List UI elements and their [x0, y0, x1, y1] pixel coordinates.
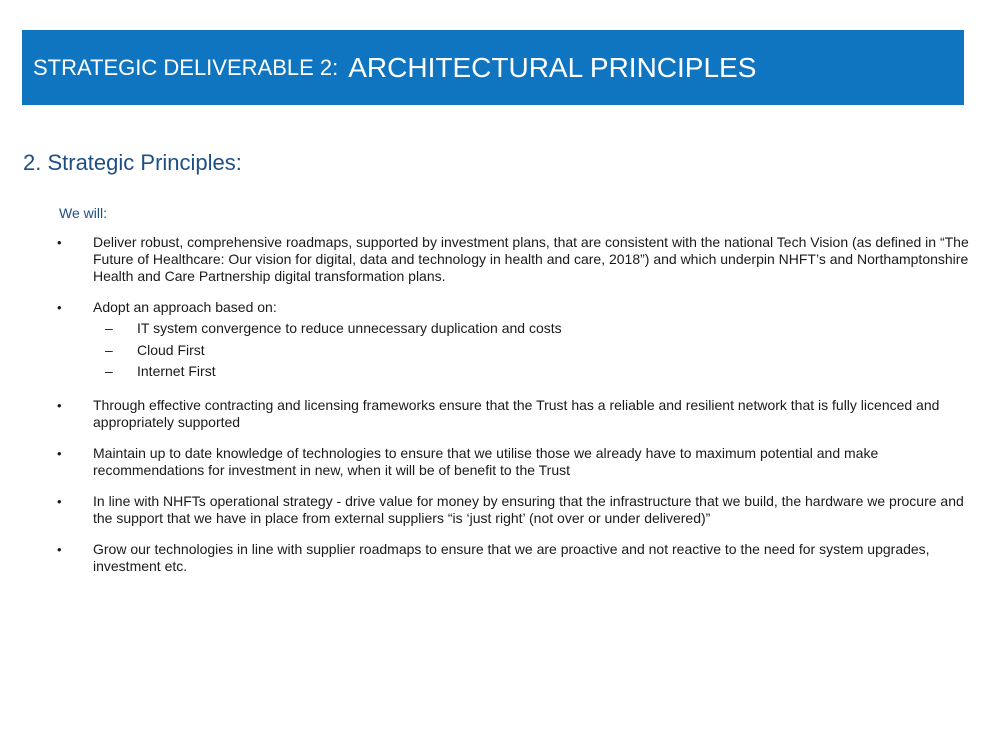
- sub-list-item: [93, 361, 978, 383]
- principles-list: [0, 234, 1008, 589]
- banner-prefix: STRATEGIC DELIVERABLE 2:: [33, 54, 339, 80]
- list-item-text: Maintain up to date knowledge of technologies to ensure that we utilise those we already have to maximum potential and make recommendations for investment in new, when it will be of benefit to the Trust: [93, 444, 879, 478]
- list-item-text: Adopt an approach based on:: [93, 299, 277, 315]
- section-heading: 2. Strategic Principles:: [23, 150, 242, 175]
- sub-list-item-text: Internet First: [137, 363, 216, 379]
- list-item-text: In line with NHFTs operational strategy - drive value for money by ensuring that the infrastructure that we build, the hardware we procure and the support that we have in place from external suppliers “is ‘just right’ (not over or under delivered)”: [93, 492, 964, 526]
- list-item-text: Deliver robust, comprehensive roadmaps, supported by investment plans, that are consistent with the national Tech Vision (as defined in “The Future of Healthcare: Our vision for digital, data and technology in health and care, 2018”) and which underpin NHFT’s and Northamptonshire Health and Care Partnership digital transformation plans.: [93, 234, 969, 284]
- banner-title: ARCHITECTURAL PRINCIPLES: [348, 51, 757, 83]
- list-item: [0, 445, 1008, 479]
- title-banner: [22, 30, 964, 105]
- list-item: [0, 397, 1008, 431]
- list-item: [0, 299, 1008, 383]
- sub-list-item: [93, 340, 978, 362]
- bullet-icon: •: [57, 397, 62, 413]
- bullet-icon: •: [57, 445, 62, 461]
- dash-icon: –: [105, 363, 113, 379]
- bullet-icon: •: [57, 493, 62, 509]
- list-item-text: Through effective contracting and licensing frameworks ensure that the Trust has a reliable and resilient network that is fully licenced and appropriately supported: [93, 396, 940, 430]
- bullet-icon: •: [57, 541, 62, 557]
- list-item-text: Grow our technologies in line with supplier roadmaps to ensure that we are proactive and not reactive to the need for system upgrades, investment etc.: [93, 540, 930, 574]
- bullet-icon: •: [57, 300, 62, 315]
- sub-list-item: [93, 318, 978, 340]
- list-item: [0, 234, 1008, 285]
- dash-icon: –: [105, 320, 113, 336]
- sub-list-item-text: IT system convergence to reduce unnecessary duplication and costs: [137, 320, 562, 336]
- list-item: [0, 541, 1008, 575]
- list-item: [0, 493, 1008, 527]
- sub-list-item-text: Cloud First: [137, 341, 205, 358]
- dash-icon: –: [105, 341, 113, 358]
- sub-list: [93, 318, 978, 383]
- bullet-icon: •: [57, 235, 62, 250]
- intro-text: We will:: [59, 205, 107, 221]
